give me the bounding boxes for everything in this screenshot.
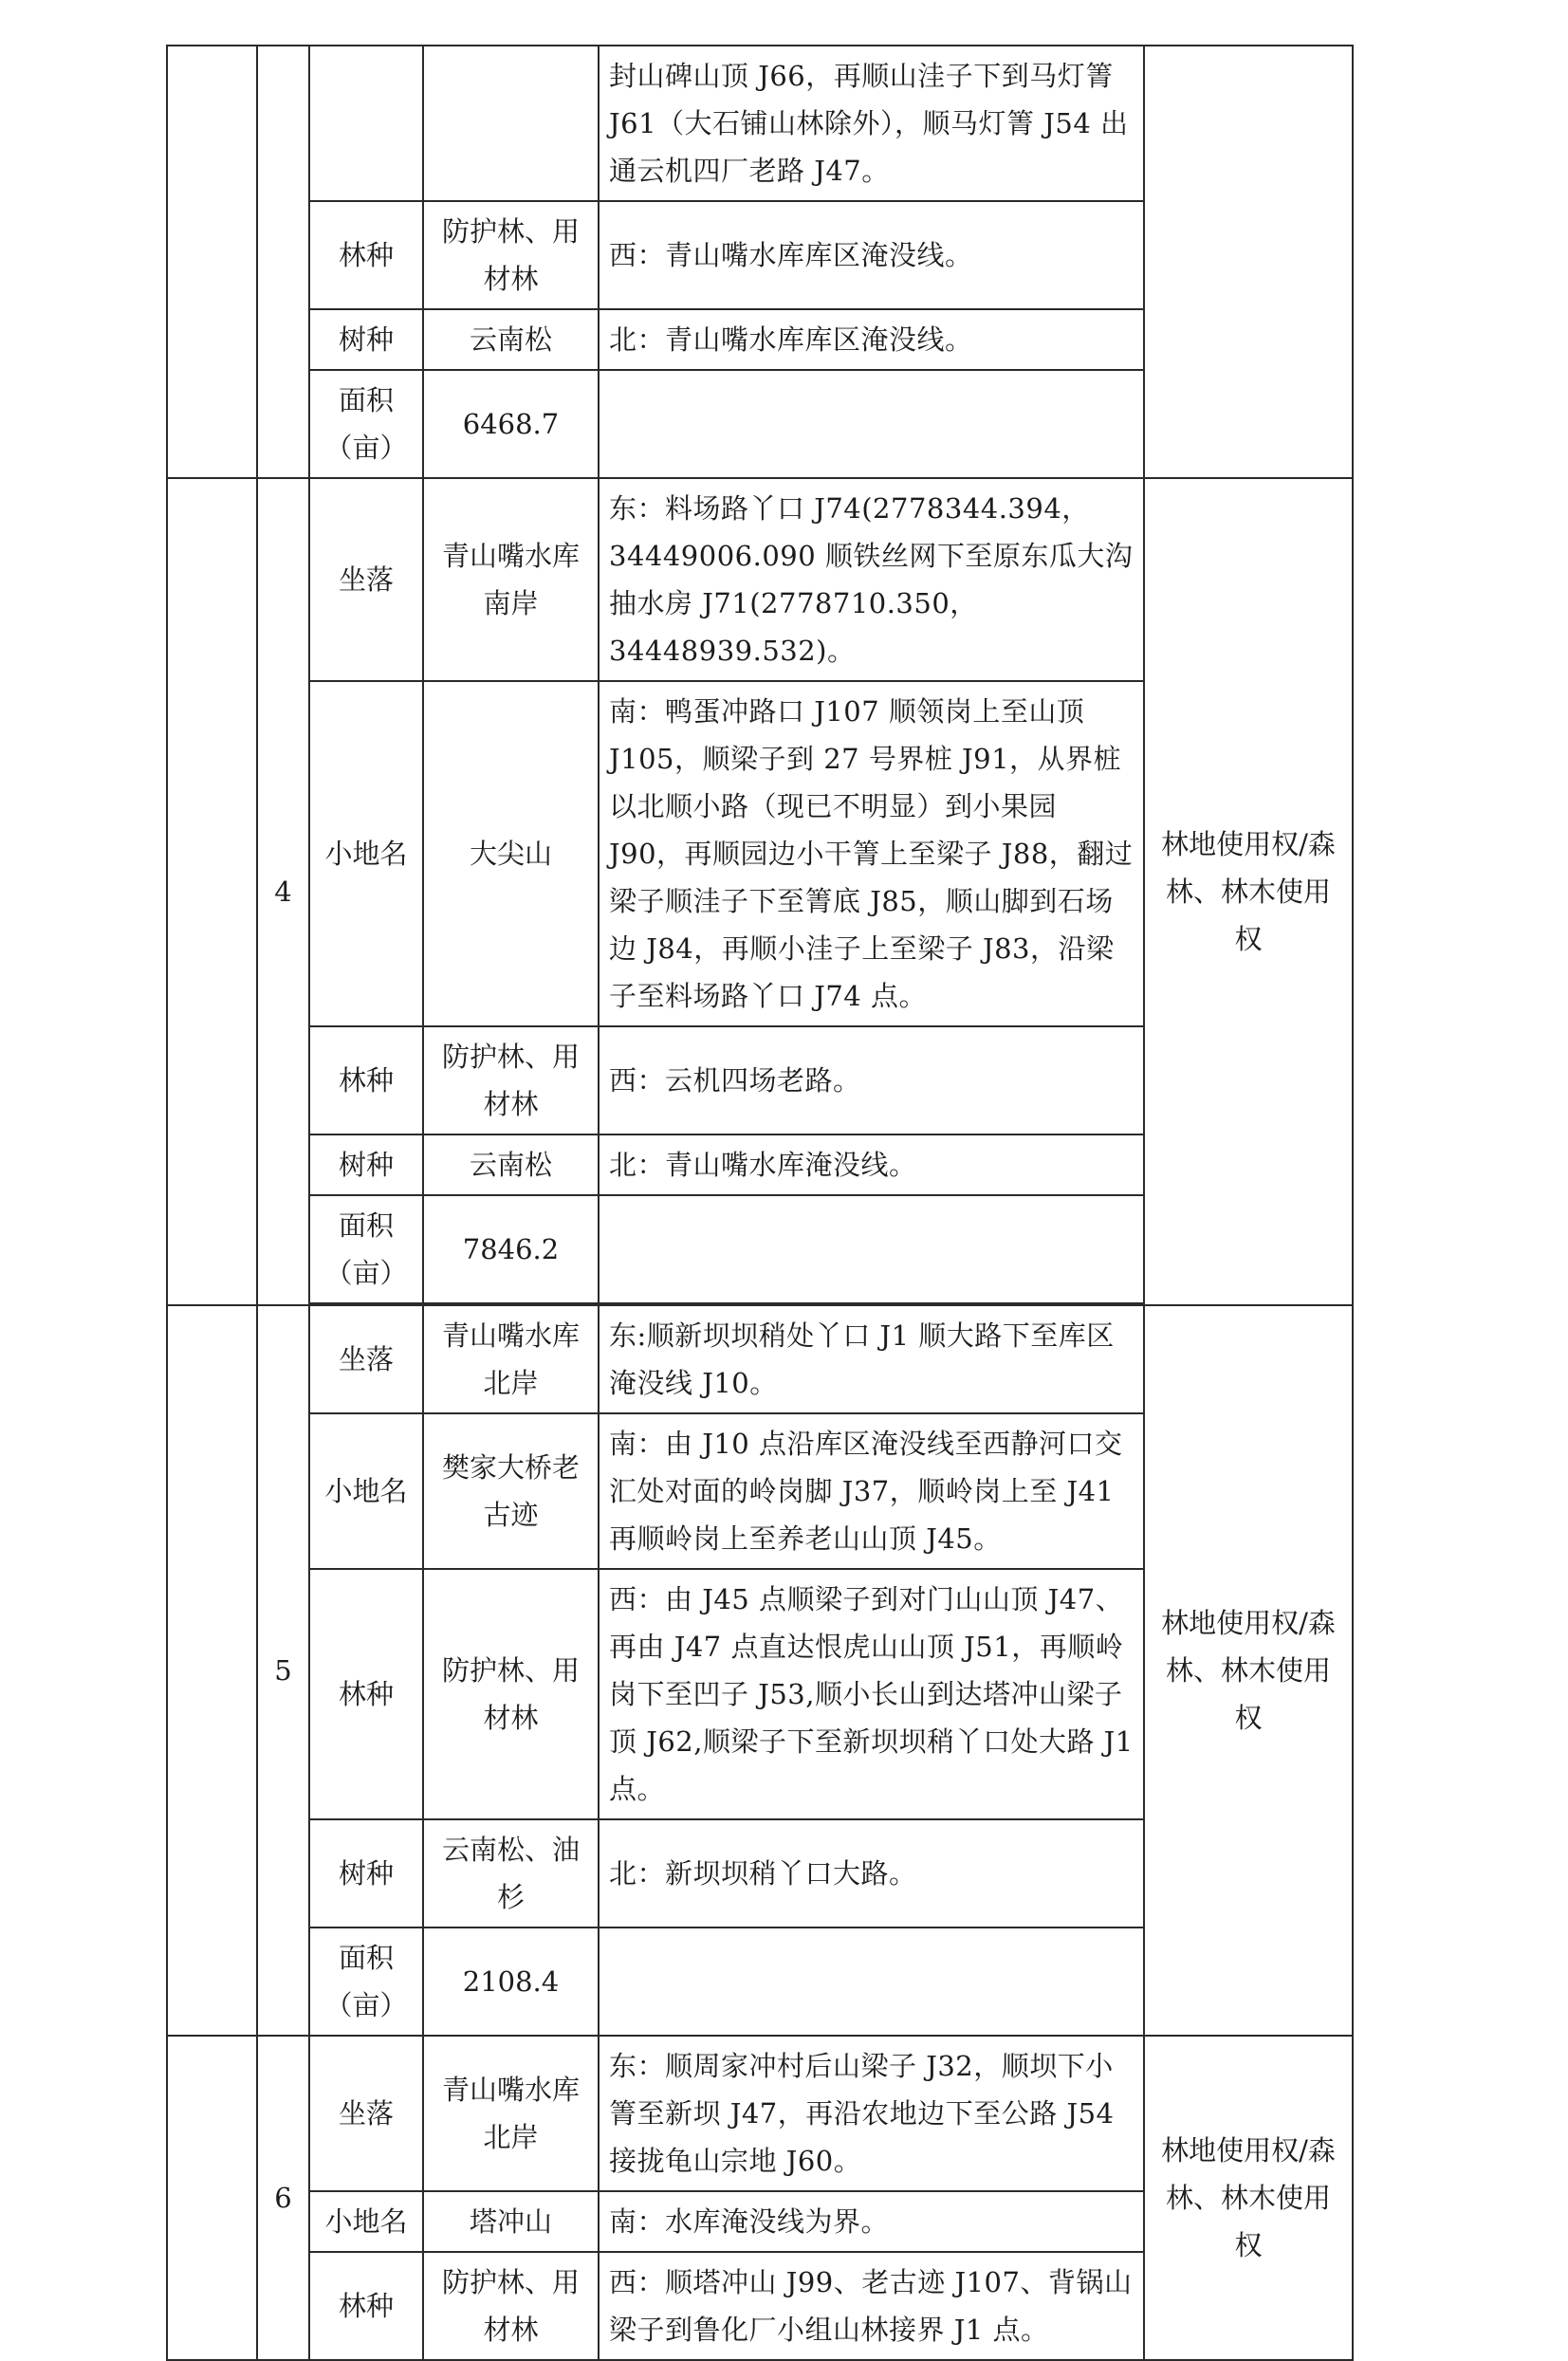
right-type: 林地使用权/森林、林木使用权 <box>1144 478 1353 1305</box>
tree-species-label: 树种 <box>309 309 423 370</box>
east-boundary: 东：料场路丫口 J74(2778344.394，34449006.090 顺铁丝网下至原东瓜大沟抽水房 J71(2778710.350，34448939.532)。 <box>599 478 1144 681</box>
forest-type-value: 防护林、用材林 <box>423 201 599 309</box>
place-name-label: 小地名 <box>309 681 423 1026</box>
forest-type-value: 防护林、用材林 <box>423 1026 599 1134</box>
location-value: 青山嘴水库北岸 <box>423 1305 599 1413</box>
forest-type-label: 林种 <box>309 1569 423 1819</box>
north-boundary: 北：新坝坝稍丫口大路。 <box>599 1819 1144 1928</box>
blank-cell <box>167 478 257 1305</box>
south-boundary: 南：由 J10 点沿库区淹没线至西静河口交汇处对面的岭岗脚 J37，顺岭岗上至 J41 再顺岭岗上至养老山山顶 J45。 <box>599 1413 1144 1569</box>
place-name-label: 小地名 <box>309 2191 423 2252</box>
area-value: 2108.4 <box>423 1928 599 2036</box>
east-boundary: 东：顺周家冲村后山梁子 J32，顺坝下小箐至新坝 J47，再沿农地边下至公路 J54 接拢龟山宗地 J60。 <box>599 2036 1144 2191</box>
location-label: 坐落 <box>309 1305 423 1413</box>
east-boundary: 东:顺新坝坝稍处丫口 J1 顺大路下至库区淹没线 J10。 <box>599 1305 1144 1413</box>
tree-species-value: 云南松、油杉 <box>423 1819 599 1928</box>
blank-cell <box>309 46 423 201</box>
right-type: 林地使用权/森林、林木使用权 <box>1144 2036 1353 2360</box>
right-type: 林地使用权/森林、林木使用权 <box>1144 1305 1353 2036</box>
place-name-label: 小地名 <box>309 1413 423 1569</box>
blank-cell <box>257 46 309 478</box>
west-boundary: 西：青山嘴水库库区淹没线。 <box>599 201 1144 309</box>
place-name-value: 塔冲山 <box>423 2191 599 2252</box>
blank-cell <box>167 1305 257 2036</box>
area-value: 7846.2 <box>423 1195 599 1303</box>
south-boundary: 南：鸭蛋冲路口 J107 顺领岗上至山顶 J105，顺梁子到 27 号界桩 J91，从界桩以北顺小路（现已不明显）到小果园 J90，再顺园边小干箐上至梁子 J88，翻过梁子顺洼子下至箐底 J85，顺山脚到石场边 J84，再顺小洼子上至梁子 J83，沿梁子至料场路丫口 J74 点。 <box>599 681 1144 1026</box>
tree-species-label: 树种 <box>309 1819 423 1928</box>
row-number: 6 <box>257 2036 309 2360</box>
blank-cell <box>167 46 257 478</box>
table-row <box>167 46 1353 201</box>
row-number: 4 <box>257 478 309 1305</box>
tree-species-value: 云南松 <box>423 309 599 370</box>
north-boundary: 北：青山嘴水库淹没线。 <box>599 1134 1144 1195</box>
area-label: 面积（亩） <box>309 370 423 478</box>
tree-species-value: 云南松 <box>423 1134 599 1195</box>
west-boundary: 西：顺塔冲山 J99、老古迹 J107、背锅山梁子到鲁化厂小组山林接界 J1 点。 <box>599 2252 1144 2360</box>
forest-type-value: 防护林、用材林 <box>423 1569 599 1819</box>
forest-type-label: 林种 <box>309 2252 423 2360</box>
table-row <box>167 478 1353 681</box>
blank-cell <box>599 1195 1144 1303</box>
location-value: 青山嘴水库北岸 <box>423 2036 599 2191</box>
place-name-value: 樊家大桥老古迹 <box>423 1413 599 1569</box>
tree-species-label: 树种 <box>309 1134 423 1195</box>
north-boundary: 北：青山嘴水库库区淹没线。 <box>599 309 1144 370</box>
east-boundary-tail: 封山碑山顶 J66，再顺山洼子下到马灯箐 J61（大石铺山林除外），顺马灯箐 J54 出通云机四厂老路 J47。 <box>599 46 1144 201</box>
table-row <box>167 1305 1353 1413</box>
row-number: 5 <box>257 1305 309 2036</box>
forest-type-label: 林种 <box>309 201 423 309</box>
place-name-value: 大尖山 <box>423 681 599 1026</box>
forest-rights-table <box>166 45 1354 2361</box>
blank-cell <box>599 370 1144 478</box>
location-value: 青山嘴水库南岸 <box>423 478 599 681</box>
location-label: 坐落 <box>309 478 423 681</box>
area-value: 6468.7 <box>423 370 599 478</box>
blank-cell <box>1144 46 1353 478</box>
area-label: 面积（亩） <box>309 1928 423 2036</box>
blank-cell <box>599 1928 1144 2036</box>
south-boundary: 南：水库淹没线为界。 <box>599 2191 1144 2252</box>
west-boundary: 西：由 J45 点顺梁子到对门山山顶 J47、再由 J47 点直达恨虎山山顶 J51，再顺岭岗下至凹子 J53,顺小长山到达塔冲山梁子顶 J62,顺梁子下至新坝坝稍丫口处大路 J1 点。 <box>599 1569 1144 1819</box>
west-boundary: 西：云机四场老路。 <box>599 1026 1144 1134</box>
forest-type-label: 林种 <box>309 1026 423 1134</box>
forest-type-value: 防护林、用材林 <box>423 2252 599 2360</box>
location-label: 坐落 <box>309 2036 423 2191</box>
blank-cell <box>423 46 599 201</box>
area-label: 面积（亩） <box>309 1195 423 1303</box>
table-row <box>167 2036 1353 2191</box>
blank-cell <box>167 2036 257 2360</box>
